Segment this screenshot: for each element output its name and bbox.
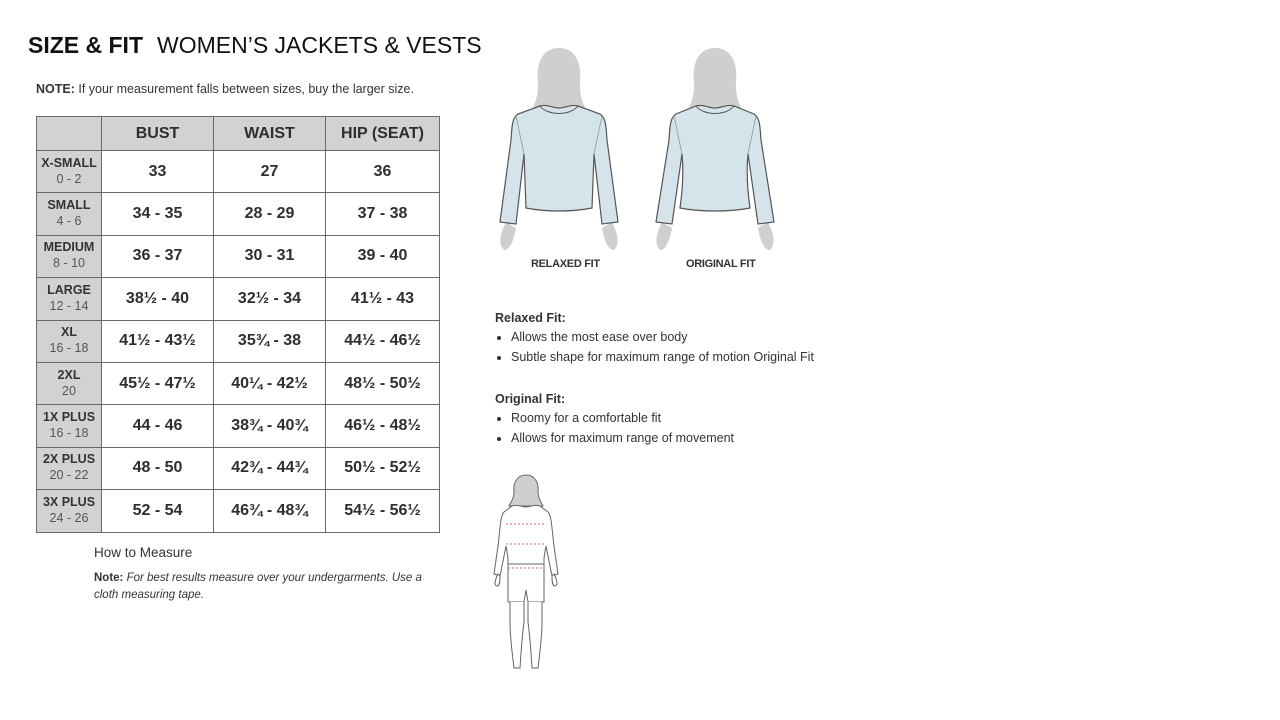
bust-value-cell: 36 - 37 <box>102 235 214 277</box>
size-label-cell <box>37 447 102 489</box>
waist-value-cell: 42¾ - 44¾ <box>214 447 326 489</box>
bust-value-cell: 34 - 35 <box>102 193 214 235</box>
relaxed-fit-section <box>495 311 814 370</box>
size-range: 4 - 6 <box>56 214 82 229</box>
size-name: 2XL <box>57 367 81 382</box>
waist-value-cell: 32½ - 34 <box>214 278 326 320</box>
original-fit-section <box>495 392 734 451</box>
size-range: 20 - 22 <box>49 468 89 483</box>
size-range: 12 - 14 <box>49 298 89 313</box>
size-label-cell <box>37 235 102 277</box>
size-label-cell <box>37 490 102 532</box>
table-row <box>37 447 440 489</box>
relaxed-fit-bullet: • Allows the most ease over body <box>511 330 814 345</box>
table-row <box>37 490 440 532</box>
hip-value-cell: 54½ - 56½ <box>326 490 440 532</box>
sizing-note <box>36 82 414 96</box>
hip-value-cell: 46½ - 48½ <box>326 405 440 447</box>
original-fit-label: ORIGINAL FIT <box>686 258 756 270</box>
hip-value-cell: 48½ - 50½ <box>326 362 440 404</box>
bust-value-cell: 38½ - 40 <box>102 278 214 320</box>
relaxed-fit-title: Relaxed Fit: <box>495 311 566 325</box>
waist-value-cell: 27 <box>214 151 326 193</box>
how-to-measure-note <box>94 570 444 604</box>
hip-value-cell: 36 <box>326 151 440 193</box>
table-row <box>37 235 440 277</box>
waist-value-cell: 38¾ - 40¾ <box>214 405 326 447</box>
hip-value-cell: 41½ - 43 <box>326 278 440 320</box>
size-name: MEDIUM <box>43 240 95 255</box>
table-row <box>37 151 440 193</box>
size-name: XL <box>61 325 77 340</box>
hip-value-cell: 44½ - 46½ <box>326 320 440 362</box>
size-label-cell <box>37 362 102 404</box>
note-label: NOTE: <box>36 82 75 96</box>
hip-value-cell: 37 - 38 <box>326 193 440 235</box>
size-range: 16 - 18 <box>49 426 89 441</box>
original-fit-bullet: • Roomy for a comfortable fit <box>511 411 734 426</box>
size-range: 20 <box>62 383 76 398</box>
waist-value-cell: 28 - 29 <box>214 193 326 235</box>
size-label-cell <box>37 151 102 193</box>
bust-value-cell: 44 - 46 <box>102 405 214 447</box>
size-label-cell <box>37 320 102 362</box>
size-name: LARGE <box>47 282 91 297</box>
table-row <box>37 278 440 320</box>
size-range: 0 - 2 <box>56 171 82 186</box>
how-to-note-text: For best results measure over your undergarments. Use a cloth measuring tape. <box>94 572 422 601</box>
waist-value-cell: 40¼ - 42½ <box>214 362 326 404</box>
waist-value-cell: 35¾ - 38 <box>214 320 326 362</box>
original-fit-title: Original Fit: <box>495 392 566 406</box>
table-row <box>37 362 440 404</box>
title-subtitle: WOMEN’S JACKETS & VESTS <box>157 32 482 58</box>
hip-value-cell: 39 - 40 <box>326 235 440 277</box>
waist-value-cell: 30 - 31 <box>214 235 326 277</box>
relaxed-fit-figure-icon <box>492 44 626 256</box>
measuring-figure-icon <box>486 472 566 676</box>
bust-value-cell: 33 <box>102 151 214 193</box>
table-row <box>37 193 440 235</box>
column-header-bust: BUST <box>102 117 214 151</box>
table-row <box>37 320 440 362</box>
size-name: SMALL <box>47 198 91 213</box>
how-to-measure-title: How to Measure <box>94 545 193 560</box>
column-header-hip: HIP (SEAT) <box>326 117 440 151</box>
table-row <box>37 405 440 447</box>
bust-value-cell: 48 - 50 <box>102 447 214 489</box>
header-corner-cell <box>37 117 102 151</box>
note-text: If your measurement falls between sizes, buy the larger size. <box>78 82 414 96</box>
bust-value-cell: 41½ - 43½ <box>102 320 214 362</box>
size-name: 3X PLUS <box>42 494 96 509</box>
column-header-waist: WAIST <box>214 117 326 151</box>
relaxed-fit-bullet: • Subtle shape for maximum range of motion Original Fit <box>511 350 814 365</box>
size-chart-table <box>36 116 440 533</box>
size-name: 1X PLUS <box>42 410 96 425</box>
page-title <box>28 32 482 59</box>
size-range: 16 - 18 <box>49 341 89 356</box>
size-label-cell <box>37 278 102 320</box>
how-to-note-label: Note: <box>94 572 124 584</box>
size-name: 2X PLUS <box>42 452 96 467</box>
size-name: X-SMALL <box>41 155 97 170</box>
size-label-cell <box>37 193 102 235</box>
relaxed-fit-label: RELAXED FIT <box>531 258 600 270</box>
size-label-cell <box>37 405 102 447</box>
bust-value-cell: 52 - 54 <box>102 490 214 532</box>
size-range: 8 - 10 <box>53 256 85 271</box>
bust-value-cell: 45½ - 47½ <box>102 362 214 404</box>
waist-value-cell: 46¾ - 48¾ <box>214 490 326 532</box>
original-fit-figure-icon <box>648 44 782 256</box>
size-range: 24 - 26 <box>49 510 89 525</box>
title-bold: SIZE & FIT <box>28 32 143 58</box>
table-header-row <box>37 117 440 151</box>
hip-value-cell: 50½ - 52½ <box>326 447 440 489</box>
original-fit-bullet: • Allows for maximum range of movement <box>511 431 734 446</box>
